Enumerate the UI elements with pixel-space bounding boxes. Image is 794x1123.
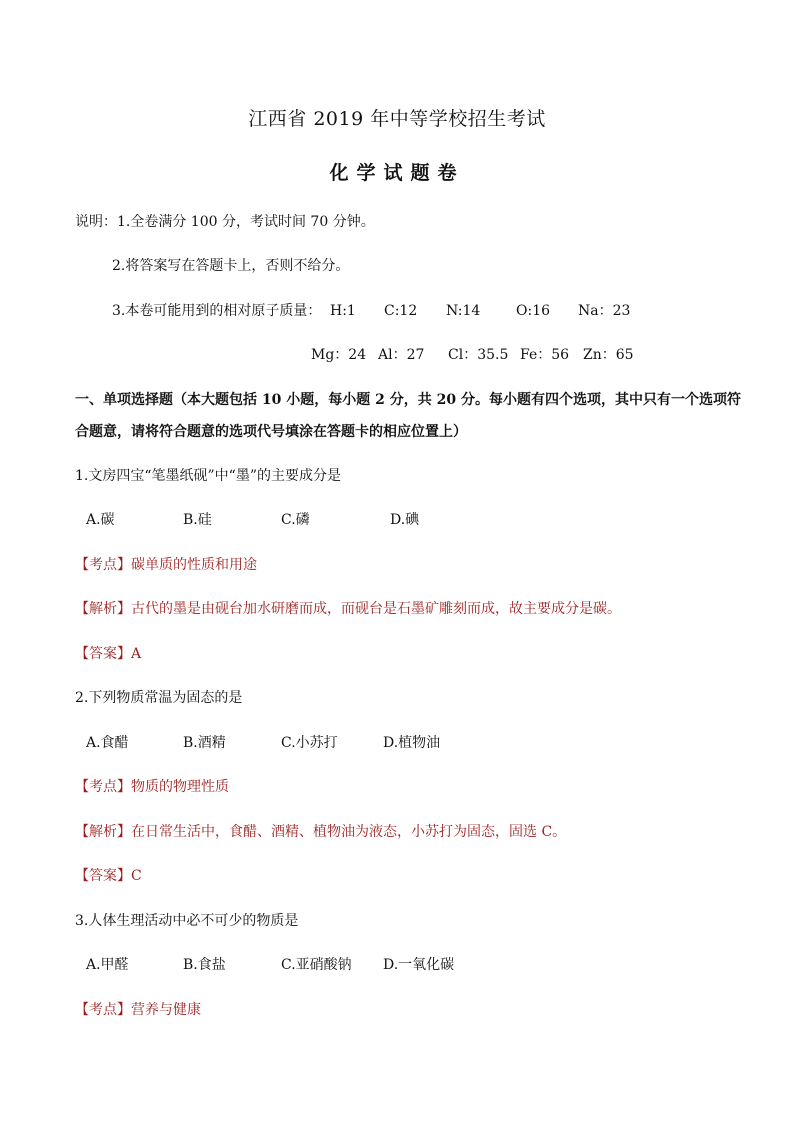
jiexi-line xyxy=(75,822,566,842)
jiexi-tag: 【解析】 xyxy=(75,824,131,840)
section-heading-cont: 合题意，请将符合题意的选项代号填涂在答题卡的相应位置上） xyxy=(75,424,467,440)
option-c: C.亚硝酸钠 xyxy=(281,957,352,973)
atomic-mass: Na：23 xyxy=(578,303,631,319)
instruction-3-label: 3.本卷可能用到的相对原子质量： xyxy=(112,303,322,319)
atomic-mass: H:1 xyxy=(330,303,356,319)
atomic-mass: Fe：56 xyxy=(520,347,570,363)
option-c: C.磷 xyxy=(281,512,310,528)
option-d: D.碘 xyxy=(390,512,420,528)
option-c: C.小苏打 xyxy=(281,735,338,751)
option-b: B.食盐 xyxy=(183,957,226,973)
option-a: A.食醋 xyxy=(86,735,129,751)
answer-line xyxy=(75,644,141,664)
jiexi-tag: 【解析】 xyxy=(75,601,131,617)
atomic-mass: O:16 xyxy=(516,303,551,319)
instruction-2: 2.将答案写在答题卡上，否则不给分。 xyxy=(112,258,350,274)
option-b: B.硅 xyxy=(183,512,212,528)
kaodian-line xyxy=(75,555,257,575)
section-heading: 一、单项选择题（本大题包括 10 小题，每小题 2 分，共 20 分。每小题有四个选项，其中只有一个选项符 xyxy=(75,392,741,408)
kaodian-text: 碳单质的性质和用途 xyxy=(131,557,257,573)
answer-tag: 【答案】 xyxy=(75,868,131,884)
option-a: A.碳 xyxy=(86,512,115,528)
answer-text: A xyxy=(131,646,142,662)
atomic-mass: Mg：24 xyxy=(311,347,367,363)
atomic-mass: Cl：35.5 xyxy=(448,347,509,363)
question-stem: 1.文房四宝“笔墨纸砚”中“墨”的主要成分是 xyxy=(75,468,341,484)
kaodian-tag: 【考点】 xyxy=(75,779,131,795)
atomic-mass: C:12 xyxy=(384,303,418,319)
atomic-mass: Al：27 xyxy=(378,347,425,363)
answer-line xyxy=(75,866,142,886)
kaodian-line xyxy=(75,1000,201,1020)
exam-title: 江西省 2019 年中等学校招生考试 xyxy=(248,108,546,130)
answer-tag: 【答案】 xyxy=(75,646,131,662)
kaodian-tag: 【考点】 xyxy=(75,557,131,573)
jiexi-text: 在日常生活中，食醋、酒精、植物油为液态，小苏打为固态，固选 C。 xyxy=(131,824,567,840)
question-stem: 2.下列物质常温为固态的是 xyxy=(75,690,243,706)
atomic-mass: N:14 xyxy=(446,303,481,319)
option-d: D.一氧化碳 xyxy=(383,957,455,973)
option-d: D.植物油 xyxy=(383,735,441,751)
kaodian-text: 营养与健康 xyxy=(131,1002,201,1018)
kaodian-text: 物质的物理性质 xyxy=(131,779,229,795)
option-a: A.甲醛 xyxy=(86,957,129,973)
kaodian-line xyxy=(75,777,229,797)
atomic-mass: Zn：65 xyxy=(583,347,634,363)
jiexi-line xyxy=(75,599,621,619)
kaodian-tag: 【考点】 xyxy=(75,1002,131,1018)
option-b: B.酒精 xyxy=(183,735,226,751)
jiexi-text: 古代的墨是由砚台加水研磨而成，而砚台是石墨矿雕刻而成，故主要成分是碳。 xyxy=(131,601,621,617)
answer-text: C xyxy=(131,868,142,884)
instruction-1: 说明：1.全卷满分 100 分，考试时间 70 分钟。 xyxy=(75,214,375,230)
exam-subtitle: 化学试题卷 xyxy=(329,162,465,184)
question-stem: 3.人体生理活动中必不可少的物质是 xyxy=(75,913,299,929)
